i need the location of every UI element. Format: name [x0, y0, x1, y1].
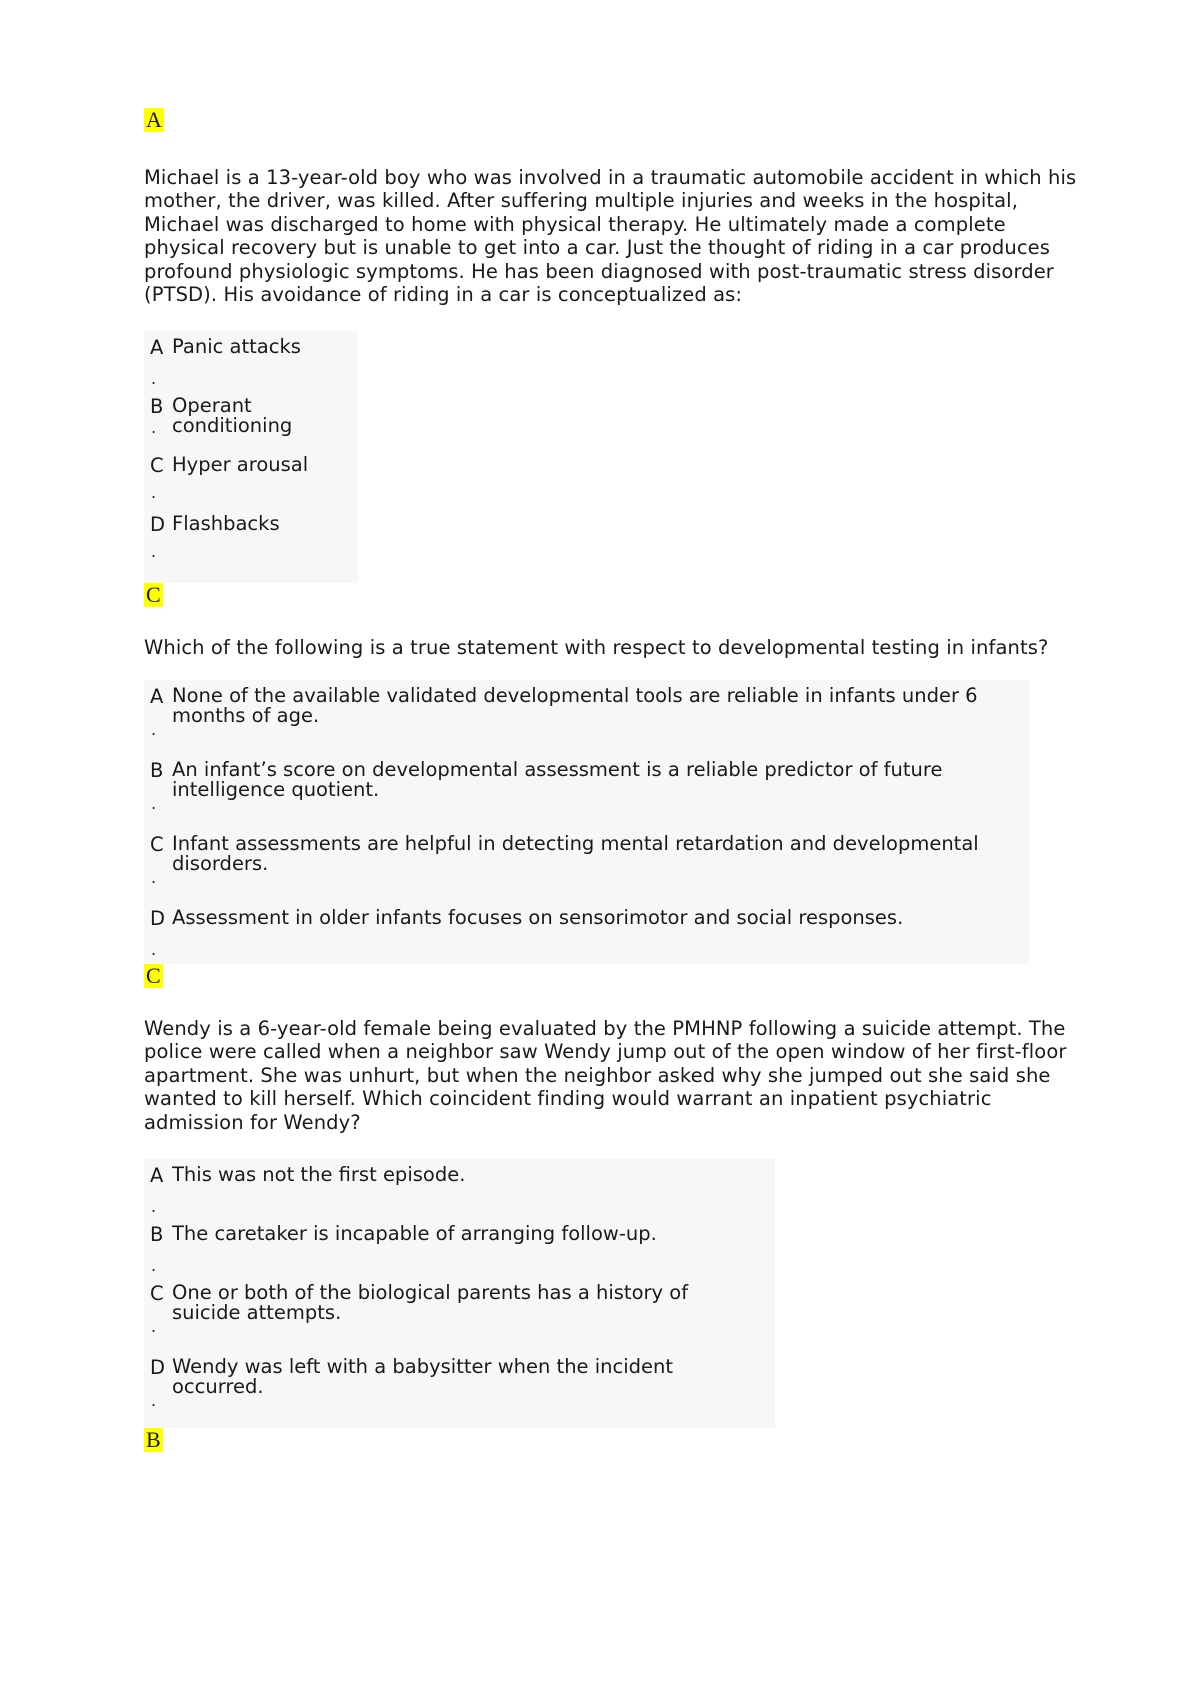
options-box: [144, 680, 1029, 964]
question-text: Wendy is a 6-year-old female being evaluated by the PMHNP following a suicide attempt. The police were called when a neighbor saw Wendy jump out of the open window of her first-floor apartment. She was unhurt, but when the neighbor asked why she jumped out she said she wanted to kill herself. Which coincident finding would warrant an inpatient psychiatric admission for Wendy?: [144, 1017, 1067, 1134]
question-text: Which of the following is a true statement with respect to developmental testing in infants?: [144, 636, 1049, 659]
option-dot: .: [151, 1391, 157, 1410]
option-letter: D: [150, 513, 166, 536]
option-letter: A: [150, 1164, 164, 1187]
option-d[interactable]: [144, 1351, 775, 1425]
option-text: This was not the first episode.: [172, 1163, 466, 1186]
option-text: One or both of the biological parents has a history of suicide attempts.: [172, 1281, 689, 1324]
option-letter: D: [150, 1356, 166, 1379]
answer-highlight: B: [146, 1427, 161, 1452]
option-b[interactable]: [144, 754, 1029, 828]
option-dot: .: [151, 483, 157, 502]
option-text: Assessment in older infants focuses on sensorimotor and social responses.: [172, 906, 904, 929]
option-text: Wendy was left with a babysitter when the incident occurred.: [172, 1355, 674, 1398]
option-b[interactable]: [144, 1218, 775, 1277]
option-text: Hyper arousal: [172, 453, 309, 476]
option-a[interactable]: [144, 680, 1029, 754]
option-dot: .: [151, 720, 157, 739]
option-dot: .: [151, 369, 157, 388]
option-letter: A: [150, 685, 164, 708]
option-a[interactable]: [144, 1159, 775, 1218]
option-text: Panic attacks: [172, 335, 301, 358]
option-dot: .: [151, 1256, 157, 1275]
option-dot: .: [151, 1317, 157, 1336]
option-dot: .: [151, 1197, 157, 1216]
option-dot: .: [151, 542, 157, 561]
option-letter: D: [150, 907, 166, 930]
answer-highlight: A: [146, 107, 162, 132]
option-c[interactable]: [144, 449, 358, 508]
question-text: Michael is a 13-year-old boy who was involved in a traumatic automobile accident in which his mother, the driver, was killed. After suffering multiple injuries and weeks in the hospital, Michael was discharged to home with physical therapy. He ultimately made a complete physical recovery but is unable to get into a car. Just the thought of riding in a car produces profound physiologic symptoms. He has been diagnosed with post-traumatic stress disorder (PTSD). His avoidance of riding in a car is conceptualized as:: [144, 166, 1077, 307]
option-letter: C: [150, 833, 164, 856]
option-text: Infant assessments are helpful in detecting mental retardation and developmental disorders.: [172, 832, 979, 875]
option-text: None of the available validated developmental tools are reliable in infants under 6 months of age.: [172, 684, 978, 727]
option-a[interactable]: [144, 331, 358, 390]
option-text: Flashbacks: [172, 512, 280, 535]
option-text: Operant conditioning: [172, 394, 293, 437]
option-text: An infant’s score on developmental assessment is a reliable predictor of future intelligence quotient.: [172, 758, 943, 801]
option-letter: B: [150, 759, 164, 782]
answer-highlight: C: [146, 582, 161, 607]
option-c[interactable]: [144, 828, 1029, 902]
option-dot: .: [151, 868, 157, 887]
options-box: [144, 331, 358, 583]
option-dot: .: [151, 940, 157, 959]
answer-highlight: C: [146, 963, 161, 988]
option-b[interactable]: [144, 390, 358, 449]
option-letter: B: [150, 395, 164, 418]
option-letter: A: [150, 336, 164, 359]
option-d[interactable]: [144, 508, 358, 567]
option-letter: C: [150, 1282, 164, 1305]
option-dot: .: [151, 794, 157, 813]
option-letter: C: [150, 454, 164, 477]
option-dot: .: [151, 418, 157, 437]
option-text: The caretaker is incapable of arranging follow-up.: [172, 1222, 657, 1245]
option-d[interactable]: [144, 902, 1029, 964]
options-box: [144, 1159, 775, 1428]
option-letter: B: [150, 1223, 164, 1246]
option-c[interactable]: [144, 1277, 775, 1351]
